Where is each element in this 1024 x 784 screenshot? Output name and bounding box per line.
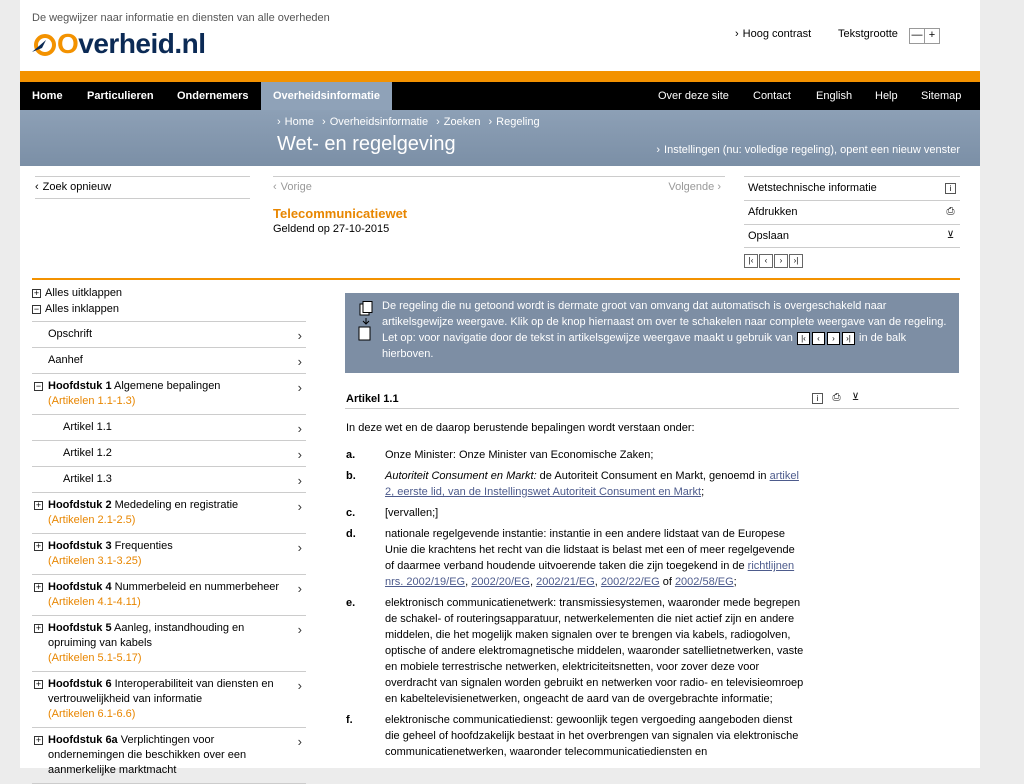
chevron-right-icon: › (297, 734, 302, 749)
plus-icon[interactable]: + (35, 679, 42, 689)
directive-link[interactable]: 2002/58/EG (674, 576, 734, 588)
save-icon: ⊻ (946, 230, 955, 241)
first-icon: |‹ (797, 332, 810, 345)
toc-item-artikel-1-2[interactable]: Artikel 1.2 › (32, 441, 306, 467)
nav-english[interactable]: English (816, 90, 853, 102)
list-item: c. [vervallen;] (346, 507, 439, 519)
minus-icon[interactable]: − (35, 381, 42, 391)
next-icon: › (827, 332, 840, 345)
text-larger-button[interactable]: + (924, 28, 940, 44)
last-icon[interactable]: ›| (789, 254, 803, 268)
toc-item-hoofdstuk-6a[interactable]: + Hoofdstuk 6a Verplichtingen voor ondernemingen die beschikken over een aanmerkelijke marktmacht › (32, 728, 306, 784)
directive-link[interactable]: 2002/20/EG (471, 576, 530, 588)
print-link[interactable]: Afdrukken ⎙ (744, 200, 960, 224)
settings-link[interactable]: › Instellingen (nu: volledige regeling), opent een nieuw venster (656, 144, 960, 156)
notice-text: De regeling die nu getoond wordt is dermate groot van omvang dat automatisch is overgeschakeld naar artikelsgewijze weergave. Klik op de knop hiernaast om over te schakelen naar complete weergave van de regeling. Let op: voor navigatie door de tekst in artikelsgewijze weergave maakt u gebruik van (382, 300, 947, 344)
nav-sitemap[interactable]: Sitemap (921, 90, 962, 102)
main-nav (20, 82, 980, 110)
table-of-contents (32, 285, 306, 784)
site-logo[interactable] (32, 26, 206, 62)
last-icon: ›| (842, 332, 855, 345)
toc-item-artikel-1-1[interactable]: Artikel 1.1 › (32, 415, 306, 441)
breadcrumb (277, 116, 540, 128)
search-again-link[interactable]: ‹ Zoek opnieuw (35, 176, 250, 199)
notice-text-end: in de balk hierboven. (382, 332, 907, 360)
toc-item-hoofdstuk-2[interactable]: + Hoofdstuk 2 Mededeling en registratie (Artikelen 2.1-2.5) › (32, 493, 306, 534)
chevron-right-icon: › (297, 447, 302, 462)
article-title: Artikel 1.1 (346, 393, 399, 405)
text-size-label: Tekstgrootte (838, 28, 898, 40)
definition-list (346, 447, 806, 765)
save-icon[interactable]: ⊻ (851, 392, 860, 403)
collapse-all[interactable]: − Alles inklappen (33, 303, 119, 315)
info-icon[interactable]: i (812, 393, 823, 404)
plus-icon: + (33, 287, 40, 298)
next-icon[interactable]: › (774, 254, 788, 268)
page-title: Wet- en regelgeving (277, 133, 456, 155)
list-item: f. elektronische communicatiedienst: gewoonlijk tegen vergoeding aangeboden dienst die geheel of hoofdzakelijk bestaat in het overbrengen van signalen via elektronische communicatienetwerken, waaronder telecommunicatiediensten en (346, 714, 799, 758)
plus-icon[interactable]: + (35, 582, 42, 592)
nav-contact[interactable]: Contact (753, 90, 791, 102)
page (20, 0, 980, 776)
prev-next-bar (273, 176, 725, 198)
chevron-right-icon: › (735, 28, 739, 40)
list-item: b. Autoriteit Consument en Markt: de Autoriteit Consument en Markt, genoemd in artikel 2, eerste lid, van de Instellingswet Autoriteit Consument en Markt; (346, 470, 799, 498)
text-smaller-button[interactable]: — (909, 28, 925, 44)
article-intro: In deze wet en de daarop berustende bepalingen wordt verstaan onder: (346, 422, 695, 434)
nav-home[interactable]: Home (32, 90, 63, 102)
banner (20, 110, 980, 166)
notice-box (345, 293, 959, 373)
toc-item-hoofdstuk-6[interactable]: + Hoofdstuk 6 Interoperabiliteit van diensten en vertrouwelijkheid van informatie (Artikelen 6.1-6.6) › (32, 672, 306, 728)
high-contrast-link[interactable]: › Hoog contrast (735, 28, 812, 40)
logo-arrow-icon (32, 32, 56, 56)
toc-item-hoofdstuk-1[interactable]: − Hoofdstuk 1 Algemene bepalingen (Artikelen 1.1-1.3) › (32, 374, 306, 415)
list-item: e. elektronisch communicatienetwerk: transmissiesystemen, waaronder mede begrepen de schakel- of routeringsapparatuur, netwerkelementen die niet actief zijn en andere middelen, die het mogelijk maken signalen over te brengen via kabels, radiogolven, optische of andere elektromagnetische middelen, waaronder satellietnetwerken, vaste en mobiele terrestrische netwerken, elektriciteitsnetten, voor zover deze voor overdracht van signalen worden gebruikt en netwerken voor radio- en televisieomroep en kabeltelevisienetwerken, ongeacht de aard van de overgebrachte informatie; (346, 597, 804, 705)
print-icon[interactable]: ⎙ (832, 392, 841, 403)
first-icon[interactable]: |‹ (744, 254, 758, 268)
article-tools (812, 393, 861, 404)
law-title: Telecommunicatiewet (273, 206, 408, 221)
chevron-right-icon: › (297, 328, 302, 343)
orange-bar (20, 71, 980, 82)
chevron-right-icon: › (297, 380, 302, 395)
list-item: d. nationale regelgevende instantie: instantie in een andere lidstaat van de Europese Unie die krachtens het recht van die lidstaat is belast met een of meer regelgevende of daarmee verband houdende uitvoerende taken die zijn toegekend in de richtlijnen nrs. 2002/19/EG, 2002/20/EG, 2002/21/EG, 2002/22/EG of 2002/58/EG; (346, 528, 795, 588)
chevron-right-icon: › (297, 473, 302, 488)
chevron-right-icon: › (297, 622, 302, 637)
toc-item-artikel-1-3[interactable]: Artikel 1.3 › (32, 467, 306, 493)
info-icon: i (945, 183, 956, 194)
technical-info-link[interactable]: Wetstechnische informatie i (744, 176, 960, 200)
orange-divider (32, 278, 960, 280)
breadcrumb-overheidsinformatie[interactable]: › Overheidsinformatie (322, 116, 429, 128)
plus-icon[interactable]: + (35, 541, 42, 551)
previous-link[interactable]: ‹ Vorige (273, 181, 312, 193)
directive-link[interactable]: 2002/21/EG (536, 576, 595, 588)
list-item: a. Onze Minister: Onze Minister van Economische Zaken; (346, 449, 654, 461)
tagline: De wegwijzer naar informatie en diensten van alle overheden (32, 12, 330, 24)
chevron-right-icon: › (656, 144, 661, 156)
minus-icon: − (33, 303, 40, 314)
toc-item-hoofdstuk-5[interactable]: + Hoofdstuk 5 Aanleg, instandhouding en opruiming van kabels (Artikelen 5.1-5.17) › (32, 616, 306, 672)
valid-date: Geldend op 27-10-2015 (273, 223, 390, 235)
toc-item-hoofdstuk-3[interactable]: + Hoofdstuk 3 Frequenties (Artikelen 3.1-3.25) › (32, 534, 306, 575)
article-nav-buttons (744, 254, 803, 268)
breadcrumb-regeling[interactable]: › Regeling (488, 116, 540, 128)
switch-view-icon[interactable] (357, 301, 375, 341)
article-header (345, 385, 959, 409)
chevron-right-icon: › (717, 181, 721, 193)
chevron-right-icon: › (297, 540, 302, 555)
directive-link[interactable]: richtlijnen nrs. 2002/19/EG (385, 560, 795, 588)
expand-all[interactable]: + Alles uitklappen (33, 287, 123, 299)
nav-overheidsinformatie[interactable]: Overheidsinformatie (261, 82, 392, 110)
chevron-left-icon: ‹ (273, 181, 277, 193)
nav-particulieren[interactable]: Particulieren (87, 90, 154, 102)
chevron-right-icon: › (297, 499, 302, 514)
plus-icon[interactable]: + (35, 500, 42, 510)
chevron-right-icon: › (297, 421, 302, 436)
toc-item-opschrift[interactable]: Opschrift › (32, 321, 306, 348)
chevron-right-icon: › (297, 678, 302, 693)
toc-item-hoofdstuk-4[interactable]: + Hoofdstuk 4 Nummerbeleid en nummerbeheer (Artikelen 4.1-4.11) › (32, 575, 306, 616)
directive-link[interactable]: 2002/22/EG (600, 576, 660, 588)
logo-text: Overheid.nl (57, 28, 206, 59)
nav-help[interactable]: Help (875, 90, 898, 102)
prev-icon[interactable]: ‹ (759, 254, 773, 268)
article-link[interactable]: artikel 2, eerste lid, van de Instellingswet Autoriteit Consument en Markt (385, 470, 799, 498)
chevron-left-icon: ‹ (35, 181, 39, 193)
print-icon: ⎙ (946, 206, 955, 217)
plus-icon[interactable]: + (35, 623, 42, 633)
save-link[interactable]: Opslaan ⊻ (744, 224, 960, 248)
prev-icon: ‹ (812, 332, 825, 345)
nav-over-deze-site[interactable]: Over deze site (658, 90, 729, 102)
toc-item-aanhef[interactable]: Aanhef › (32, 348, 306, 374)
plus-icon[interactable]: + (35, 735, 42, 745)
tools-panel (744, 176, 960, 248)
chevron-right-icon: › (297, 354, 302, 369)
breadcrumb-home[interactable]: › Home (277, 116, 315, 128)
next-link[interactable]: Volgende › (668, 181, 721, 193)
nav-ondernemers[interactable]: Ondernemers (177, 90, 249, 102)
chevron-right-icon: › (297, 581, 302, 596)
breadcrumb-zoeken[interactable]: › Zoeken (436, 116, 481, 128)
